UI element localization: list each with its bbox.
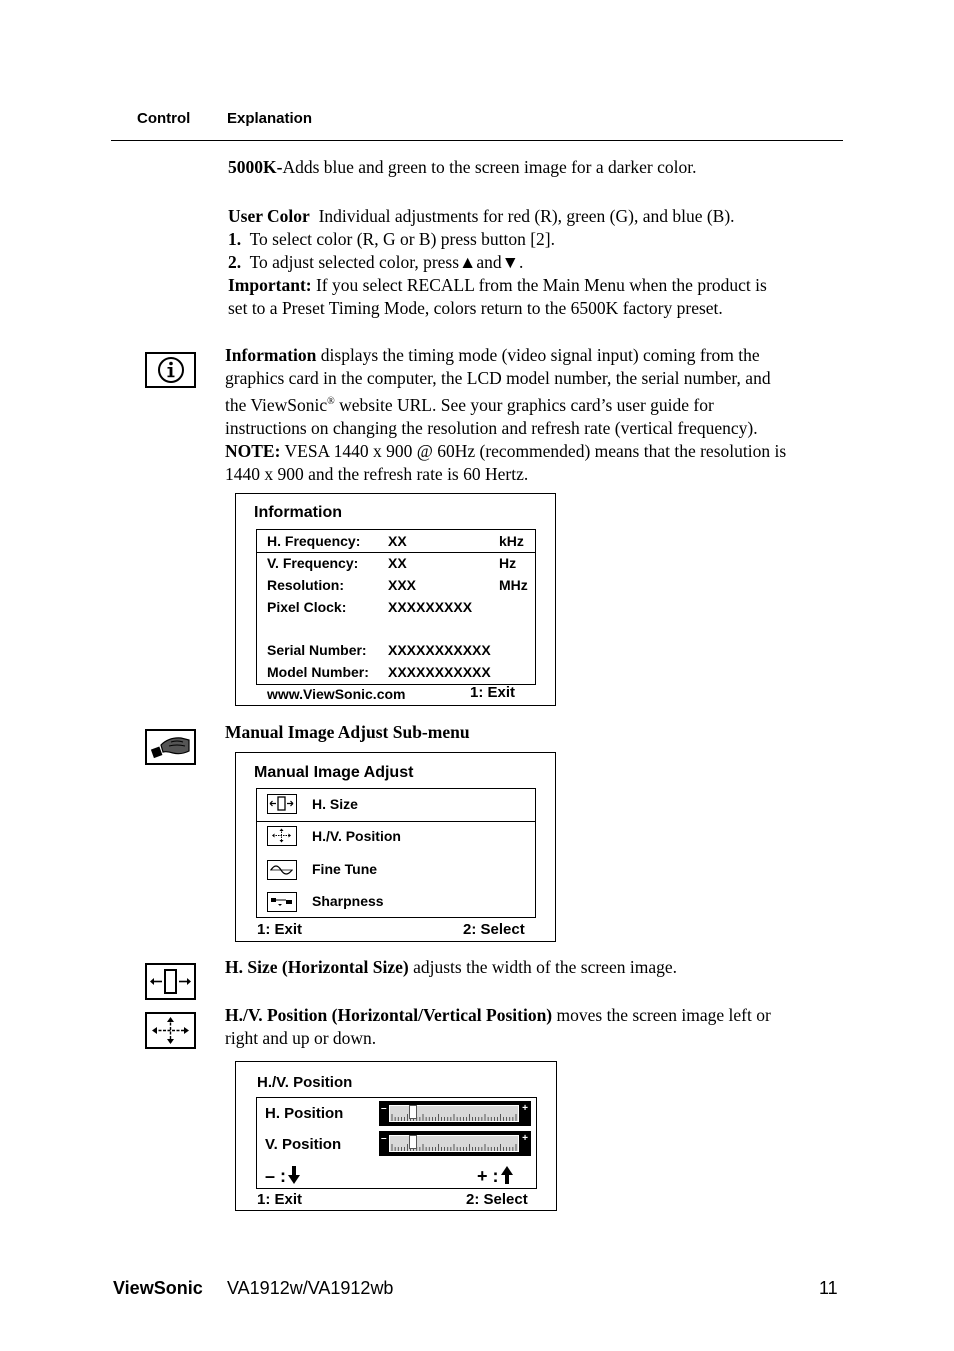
- model-number-label: Model Number:: [267, 664, 369, 680]
- h-size-paragraph: [225, 956, 677, 979]
- column-header-control: Control: [137, 110, 191, 127]
- h-slider-thumb[interactable]: [409, 1105, 417, 1119]
- model-number-value: XXXXXXXXXXX: [388, 664, 491, 680]
- pixel-clock-label: Pixel Clock:: [267, 599, 347, 615]
- hv-position-paragraph: [225, 1004, 771, 1050]
- resolution-value: XXX: [388, 577, 417, 593]
- manual-image-adjust-osd: [235, 752, 556, 942]
- v-frequency-value: XX: [388, 555, 407, 571]
- important-line2: set to a Preset Timing Mode, colors return to the 6500K factory preset.: [228, 298, 723, 318]
- minus-key-label: [265, 1166, 300, 1189]
- hv-position-text-line1: moves the screen image left or: [552, 1005, 771, 1025]
- hv-position-control-icon: [145, 1012, 196, 1049]
- information-label: Information: [225, 345, 317, 365]
- information-line3b: website URL. See your graphics card’s user guide for: [334, 394, 714, 415]
- serial-number-label: Serial Number:: [267, 642, 367, 658]
- column-header-explanation: Explanation: [227, 110, 313, 127]
- manual-osd-select: 2: Select: [463, 921, 525, 938]
- step2-text: To adjust selected color, press: [249, 252, 460, 272]
- note-line1: VESA 1440 x 900 @ 60Hz (recommended) means that the resolution is: [284, 440, 787, 461]
- manual-osd-exit: 1: Exit: [257, 921, 303, 938]
- plus-key-text: + :: [477, 1166, 499, 1186]
- step2-end: .: [518, 252, 524, 272]
- h-position-label: H. Position: [265, 1105, 344, 1122]
- pixel-clock-value: XXXXXXXXX: [388, 599, 473, 615]
- information-osd: [235, 493, 556, 706]
- information-paragraph: [225, 344, 786, 486]
- v-slider-plus: +: [522, 1133, 528, 1144]
- k5000-text: Adds blue and green to the screen image for a darker color.: [282, 157, 697, 177]
- info-osd-panel: [256, 529, 536, 685]
- information-icon: [145, 352, 196, 388]
- manual-osd-panel: [256, 788, 536, 918]
- hv-position-text-line2: right and up or down.: [225, 1028, 377, 1048]
- registered-mark: ®: [327, 396, 335, 407]
- hand-adjust-icon: [145, 729, 196, 765]
- step2-and: and: [476, 252, 502, 272]
- footer-model: VA1912w/VA1912wb: [227, 1278, 394, 1298]
- minus-key-text: – :: [265, 1166, 287, 1186]
- arrow-down-icon: [288, 1166, 300, 1189]
- k5000-label: 5000K-: [228, 157, 283, 177]
- note-line2: 1440 x 900 and the refresh rate is 60 Hertz.: [225, 463, 529, 484]
- information-line4: instructions on changing the resolution and refresh rate (vertical frequency).: [225, 417, 758, 438]
- h-slider-track: [389, 1105, 519, 1122]
- h-frequency-unit: kHz: [499, 533, 524, 549]
- menu-item-hv-position-label: H./V. Position: [312, 828, 401, 844]
- important-line1: If you select RECALL from the Main Menu when the product is: [315, 275, 767, 295]
- info-osd-title: Information: [254, 504, 342, 521]
- step1-text: To select color (R, G or B) press button [2].: [249, 229, 556, 249]
- important-label: Important:: [228, 275, 312, 295]
- footer-page-number: 11: [819, 1278, 838, 1298]
- h-size-icon: [267, 794, 297, 814]
- down-triangle-icon: ▼: [501, 252, 519, 272]
- menu-item-fine-tune[interactable]: [257, 854, 535, 886]
- sharpness-icon: [267, 892, 297, 912]
- hv-osd-exit: 1: Exit: [257, 1191, 303, 1208]
- manual-heading: [225, 721, 470, 744]
- hv-position-osd: [235, 1061, 557, 1211]
- v-position-label: V. Position: [265, 1136, 342, 1153]
- wave-icon: [267, 860, 297, 880]
- k5000-paragraph: [228, 156, 696, 179]
- information-line1: displays the timing mode (video signal input) coming from the: [320, 345, 760, 365]
- info-osd-url: www.ViewSonic.com: [267, 686, 406, 702]
- up-triangle-icon: ▲: [459, 252, 477, 272]
- note-label: NOTE:: [225, 440, 281, 461]
- h-frequency-value: XX: [388, 533, 407, 549]
- resolution-label: Resolution:: [267, 577, 344, 593]
- h-frequency-label: H. Frequency:: [267, 533, 361, 549]
- information-line3a: the ViewSonic: [225, 394, 328, 415]
- footer-brand: ViewSonic: [113, 1278, 203, 1298]
- manual-heading-text: Manual Image Adjust Sub-menu: [225, 722, 470, 742]
- user-color-label: User Color: [228, 206, 310, 226]
- h-slider-plus: +: [522, 1103, 528, 1114]
- h-size-label: H. Size (Horizontal Size): [225, 957, 409, 977]
- menu-item-h-size[interactable]: [257, 789, 535, 822]
- h-slider-minus: –: [381, 1103, 387, 1114]
- info-osd-exit: 1: Exit: [470, 684, 516, 701]
- hv-osd-select: 2: Select: [466, 1191, 528, 1208]
- h-size-control-icon: [145, 963, 196, 1000]
- v-position-slider[interactable]: [379, 1131, 531, 1156]
- manual-osd-title: Manual Image Adjust: [254, 764, 414, 781]
- menu-item-sharpness-label: Sharpness: [312, 893, 384, 909]
- hv-osd-panel: [256, 1097, 537, 1189]
- h-size-text: adjusts the width of the screen image.: [408, 957, 677, 977]
- menu-item-h-size-label: H. Size: [312, 796, 358, 812]
- v-frequency-unit: Hz: [499, 555, 517, 571]
- hv-osd-title: H./V. Position: [257, 1074, 353, 1091]
- v-slider-thumb[interactable]: [409, 1135, 417, 1149]
- menu-item-sharpness[interactable]: [257, 886, 535, 918]
- information-line2: graphics card in the computer, the LCD model number, the serial number, and: [225, 368, 771, 388]
- h-position-slider[interactable]: [379, 1101, 531, 1126]
- step1-number: 1.: [228, 229, 242, 249]
- arrow-up-icon: [501, 1166, 513, 1189]
- user-color-paragraph: [228, 205, 767, 320]
- v-slider-minus: –: [381, 1133, 387, 1144]
- user-color-text: Individual adjustments for red (R), green (G), and blue (B).: [318, 206, 735, 226]
- step2-number: 2.: [228, 252, 242, 272]
- move-arrows-icon: [267, 826, 297, 846]
- plus-key-label: [477, 1166, 513, 1189]
- hv-position-label: H./V. Position (Horizontal/Vertical Position): [225, 1005, 553, 1025]
- serial-number-value: XXXXXXXXXXX: [388, 642, 491, 658]
- v-frequency-label: V. Frequency:: [267, 555, 359, 571]
- header-rule: [111, 140, 843, 141]
- v-slider-track: [389, 1135, 519, 1152]
- menu-item-hv-position[interactable]: [257, 822, 535, 854]
- menu-item-fine-tune-label: Fine Tune: [312, 861, 378, 877]
- resolution-unit: MHz: [499, 577, 528, 593]
